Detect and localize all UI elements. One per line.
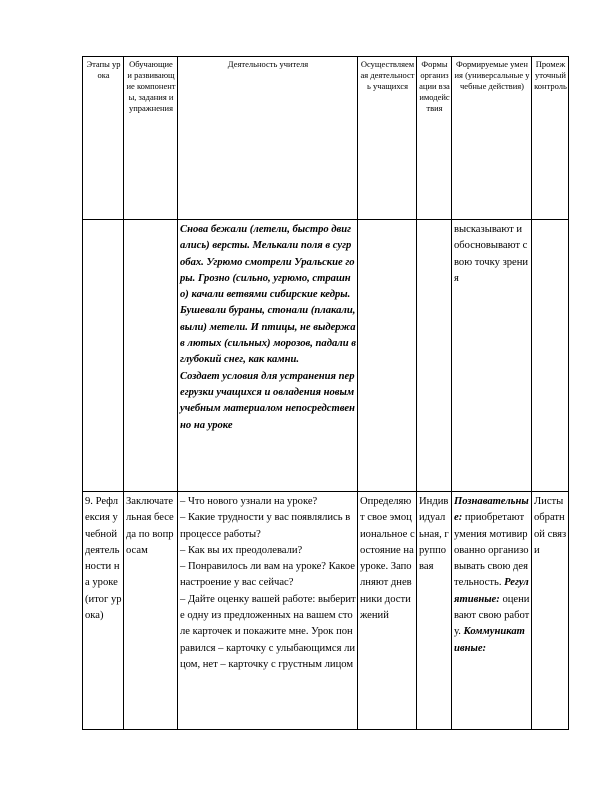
cell-control: Листы обратной связи bbox=[532, 492, 569, 730]
header-skills: Формируемые умения (универсальные учебные действия) bbox=[452, 57, 532, 220]
table-header-row bbox=[83, 57, 569, 220]
skills-text-cognitive: приобретают умения мотивированно организовывать свою деятельность. bbox=[454, 512, 529, 589]
header-forms: Формы организации взаимодействия bbox=[417, 57, 452, 220]
header-stage: Этапы урока bbox=[83, 57, 124, 220]
cell-components bbox=[124, 220, 178, 492]
table-row bbox=[83, 220, 569, 492]
skills-label-regulatory: Регулятивные: bbox=[454, 577, 529, 605]
teacher-question: – Понравилось ли вам на уроке? Какое настроение у вас сейчас? bbox=[180, 561, 355, 589]
header-control: Промежуточный контроль bbox=[532, 57, 569, 220]
skills-text-regulatory: оценивают свою работу. bbox=[454, 593, 530, 638]
teacher-question: – Как вы их преодолевали? bbox=[180, 544, 303, 556]
teacher-question: – Какие трудности у вас появлялись в процессе работы? bbox=[180, 512, 351, 540]
cell-stage bbox=[83, 220, 124, 492]
cell-stage: 9. Рефлексия учебной деятельности на уроке (итог урока) bbox=[83, 492, 124, 730]
cell-forms bbox=[417, 220, 452, 492]
teacher-text: Снова бежали (летели, быстро двигались) версты. Мелькали поля в сугробах. Угрюмо смотрели Уральские горы. Грозно (сильно, угрюмо, страшно) качали ветвями сибирские кедры. Бушевали бураны, стонали (плакали, выли) метели. И птицы, не выдержав лютых (сильных) морозов, падали в глубокий снег, как камни. bbox=[180, 224, 356, 366]
cell-components: Заключательная беседа по вопросам bbox=[124, 492, 178, 730]
cell-teacher bbox=[178, 220, 358, 492]
cell-teacher bbox=[178, 492, 358, 730]
header-components: Обучающие и развивающие компоненты, задания и упражнения bbox=[124, 57, 178, 220]
table-row bbox=[83, 492, 569, 730]
header-student: Осуществляемая деятельность учащихся bbox=[358, 57, 417, 220]
header-teacher: Деятельность учителя bbox=[178, 57, 358, 220]
lesson-plan-table bbox=[82, 56, 569, 730]
teacher-question: – Что нового узнали на уроке? bbox=[180, 496, 318, 507]
cell-skills: высказывают и обосновывают свою точку зрения bbox=[452, 220, 532, 492]
teacher-text: Создает условия для устранения перегрузки учащихся и овладения новым учебным материалом непосредственно на уроке bbox=[180, 370, 355, 431]
skills-label-communicative: Коммуникативные: bbox=[454, 626, 525, 654]
teacher-question: – Дайте оценку вашей работе: выберите одну из предложенных на вашем столе карточек и покажите мне. Урок понравился – карточку с улыбающимся лицом, нет – карточку с грустным лицом bbox=[180, 593, 356, 670]
skills-label-cognitive: Познавательные: bbox=[454, 496, 529, 524]
cell-skills bbox=[452, 492, 532, 730]
cell-forms: Индивидуальная, групповая bbox=[417, 492, 452, 730]
cell-student: Определяют свое эмоциональное состояние на уроке. Заполняют дневники достижений bbox=[358, 492, 417, 730]
cell-control bbox=[532, 220, 569, 492]
cell-student bbox=[358, 220, 417, 492]
